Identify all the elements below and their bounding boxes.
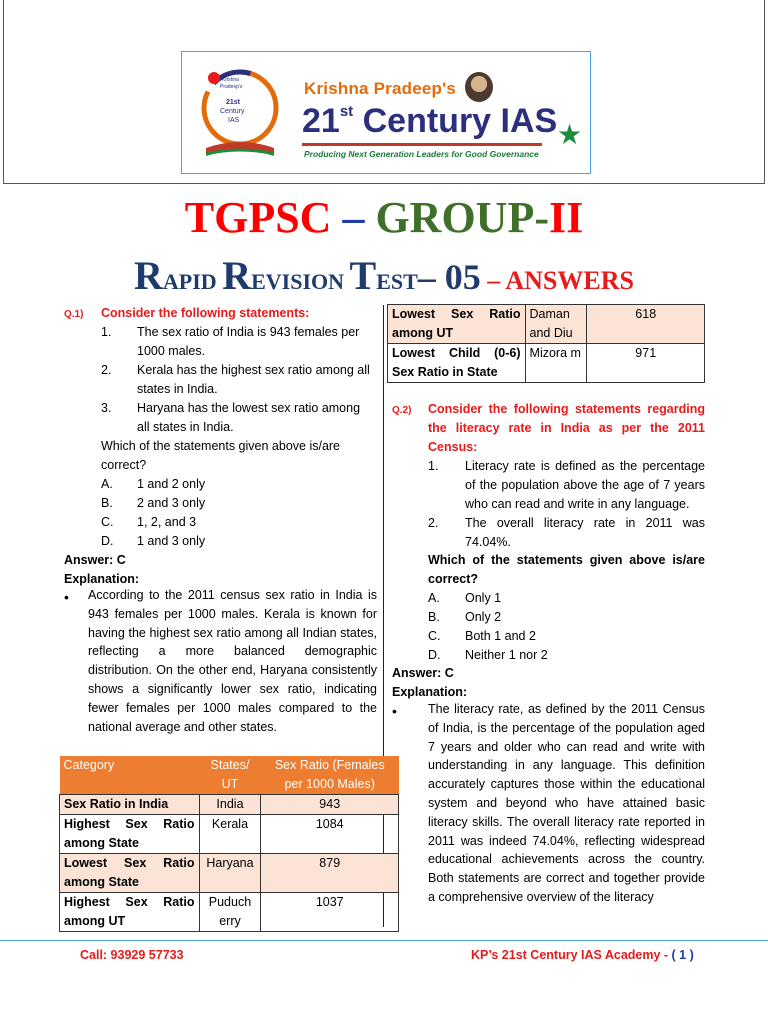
table-cell: 1084: [261, 815, 399, 854]
q2-option: Neither 1 nor 2: [465, 648, 548, 662]
logo-banner: [181, 51, 591, 174]
emblem-text-3: 21st: [226, 99, 241, 106]
bullet-icon: •: [64, 589, 69, 605]
star-icon: ★: [557, 119, 583, 150]
q2-statement-number: 1.: [428, 459, 439, 473]
table-cell: Sex Ratio in India: [60, 795, 200, 815]
table-cell: Haryana: [199, 854, 261, 893]
q1-number: Q.1): [64, 309, 84, 320]
table-row: [388, 344, 705, 383]
page-title: TGPSC – GROUP-II: [184, 193, 584, 242]
emblem-text-4: Century: [220, 108, 245, 115]
q2-statement: The overall literacy rate in 2011 was 74.04%.: [465, 516, 705, 549]
q2-explanation: The literacy rate, as defined by the 2011 Census of India, is the percentage of the population aged 7 years and older who can read and write with understanding in any language. This definition accurately captures those within the educational system and beyond who have attained basic literacy skills. The overall literacy rate reported in 2011 was indeed 74.04%, reflecting widespread educational achievements across the country. Both statements are correct and together provide a comprehensive overview of the literacy: [428, 702, 705, 904]
sex-ratio-table: [59, 756, 399, 932]
table-row: [388, 305, 705, 344]
q2-question: Which of the statements given above is/are correct?: [428, 553, 705, 586]
q1-option: 1 and 3 only: [137, 534, 206, 548]
q1-statement-line: Haryana has the lowest sex ratio among: [137, 401, 361, 415]
q2-answer: Answer: C: [392, 666, 454, 680]
bullet-icon: •: [392, 703, 397, 719]
brand-tagline: Producing Next Generation Leaders for Good Governance: [304, 149, 539, 159]
table-cell: 1037: [261, 893, 399, 932]
table-cell: Highest Sex Ratio among State: [60, 815, 200, 854]
table-header-row: [60, 756, 399, 795]
q1-stem: Consider the following statements:: [101, 306, 310, 320]
q1-option: 2 and 3 only: [137, 496, 206, 510]
q1-statement-number: 2.: [101, 363, 112, 377]
table-cell: 618: [587, 305, 705, 344]
table-cell: 943: [261, 795, 399, 815]
q2-option-key: A.: [428, 591, 440, 605]
q2-option-key: B.: [428, 610, 440, 624]
q1-statement-line: 1000 males.: [137, 344, 206, 358]
table-header-cell: States/ UT: [199, 756, 261, 795]
emblem-text-1: Krishna: [222, 77, 239, 83]
q1-option: 1 and 2 only: [137, 477, 206, 491]
brand-title: 21st Century IAS: [302, 102, 558, 140]
q2-option: Both 1 and 2: [465, 629, 536, 643]
emblem-text-5: IAS: [228, 117, 240, 124]
table-header-cell: Category: [60, 756, 200, 795]
table-cell: Lowest Sex Ratio among UT: [388, 305, 526, 344]
q1-option-key: B.: [101, 496, 113, 510]
q2-stem: Consider the following statements regarding the literacy rate in India as per the 2011 Census:: [428, 402, 705, 454]
footer-phone: Call: 93929 57733: [80, 948, 184, 962]
table-row: [60, 893, 399, 932]
table-cell: 971: [587, 344, 705, 383]
table-cell: Lowest Child (0-6) Sex Ratio in State: [388, 344, 526, 383]
emblem-text-2: Pradeep's: [220, 84, 243, 90]
footer-academy: KP’s 21st Century IAS Academy - ( 1 ): [471, 948, 694, 962]
table-header-cell: Sex Ratio (Females per 1000 Males): [261, 756, 399, 795]
q2-statement: Literacy rate is defined as the percentage of the population above the age of 7 years who can read and write in any language.: [465, 459, 705, 511]
footer-divider: [0, 940, 768, 941]
q1-statement-line: all states in India.: [137, 420, 234, 434]
q1-option-key: D.: [101, 534, 114, 548]
q1-statement-number: 3.: [101, 401, 112, 415]
table-row: [60, 795, 399, 815]
table-cell: India: [199, 795, 261, 815]
q2-option: Only 2: [465, 610, 502, 624]
q1-statement-line: states in India.: [137, 382, 218, 396]
brand-name: Krishna Pradeep's: [304, 79, 457, 98]
q2-explanation-label: Explanation:: [392, 685, 468, 699]
q1-statement-line: Kerala has the highest sex ratio among all: [137, 363, 370, 377]
brand-underline: [302, 143, 542, 146]
q1-option-key: C.: [101, 515, 114, 529]
q1-question: correct?: [101, 458, 147, 472]
q1-option: 1, 2, and 3: [137, 515, 197, 529]
q1-explanation-label: Explanation:: [64, 572, 140, 586]
q2-number: Q.2): [392, 405, 412, 416]
q1-statement-line: The sex ratio of India is 943 females per: [137, 325, 360, 339]
table-cell: Mizora m: [525, 344, 587, 383]
q1-answer: Answer: C: [64, 553, 126, 567]
q1-question: Which of the statements given above is/are: [101, 439, 341, 453]
table-cell: Daman and Diu: [525, 305, 587, 344]
table-row: [60, 854, 399, 893]
q1-option-key: A.: [101, 477, 113, 491]
q2-option-key: D.: [428, 648, 441, 662]
q2-option: Only 1: [465, 591, 502, 605]
founder-photo: [465, 72, 493, 102]
table-cell: Lowest Sex Ratio among State: [60, 854, 200, 893]
table-cell: Puduch erry: [199, 893, 261, 932]
table-cell: 879: [261, 854, 399, 893]
page-number: ( 1 ): [671, 948, 694, 962]
table-cell: Kerala: [199, 815, 261, 854]
q2-option-key: C.: [428, 629, 441, 643]
table-row: [60, 815, 399, 854]
q2-statement-number: 2.: [428, 516, 439, 530]
page-subtitle: RAPID REVISION TEST– 05 – ANSWERS: [134, 253, 634, 298]
q1-explanation: According to the 2011 census sex ratio in India is 943 females per 1000 males. Kerala is known for having the highest sex ratio among all Indian states, reflecting a more balanced demographic distribution. On the other end, Haryana consistently shows a significantly lower sex ratio, indicating fewer females per 1000 males compared to the national average and other states.: [88, 588, 377, 734]
q1-statement-number: 1.: [101, 325, 112, 339]
table-cell: Highest Sex Ratio among UT: [60, 893, 200, 932]
sex-ratio-table-continued: [387, 304, 705, 383]
